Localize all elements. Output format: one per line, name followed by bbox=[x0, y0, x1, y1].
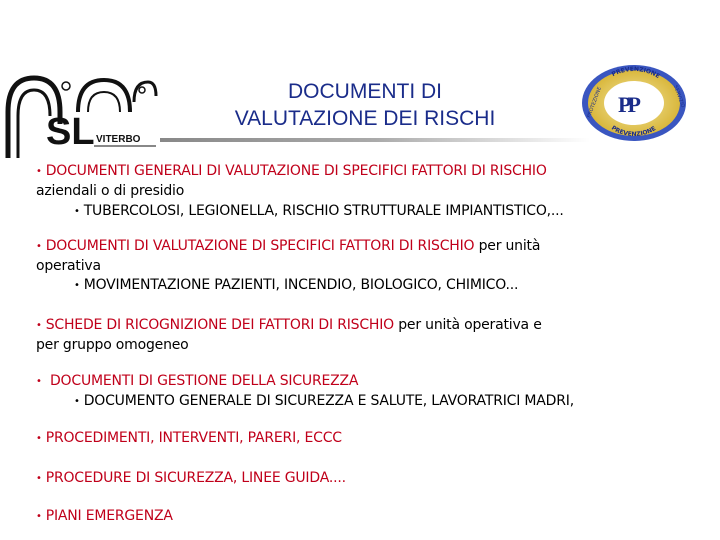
item-continuation: aziendali o di presidio bbox=[36, 183, 185, 199]
bullet-icon: • bbox=[36, 511, 42, 522]
item-heading: DOCUMENTI DI VALUTAZIONE DI SPECIFICI FATTORI DI RISCHIO bbox=[45, 238, 475, 254]
logo-right-letters: PP bbox=[618, 92, 637, 117]
list-item bbox=[36, 372, 706, 392]
item-heading: PIANI EMERGENZA bbox=[45, 508, 173, 524]
bullet-icon: • bbox=[36, 241, 42, 252]
sub-item-text: DOCUMENTO GENERALE DI SICUREZZA E SALUTE, LAVORATRICI MADRI, bbox=[83, 393, 574, 409]
bullet-icon: • bbox=[36, 320, 42, 331]
item-heading: PROCEDURE DI SICUREZZA, LINEE GUIDA.... bbox=[45, 470, 346, 486]
logo-ring-text-left: PROTEZIONE bbox=[586, 86, 603, 119]
item-heading: DOCUMENTI DI GESTIONE DELLA SICUREZZA bbox=[49, 373, 359, 389]
spp-logo bbox=[578, 62, 690, 144]
item-heading-suffix: per unità bbox=[474, 238, 541, 254]
list-item bbox=[36, 316, 706, 355]
asl-viterbo-logo bbox=[4, 72, 162, 160]
bullet-icon: • bbox=[74, 206, 80, 217]
list-item bbox=[36, 237, 706, 276]
item-continuation: per gruppo omogeneo bbox=[36, 337, 189, 353]
bullet-icon: • bbox=[36, 473, 42, 484]
bullet-icon: • bbox=[36, 433, 42, 444]
bullet-icon: • bbox=[36, 376, 42, 387]
logo-ring-text-bottom: PREVENZIONE bbox=[610, 124, 658, 138]
item-heading: DOCUMENTI GENERALI DI VALUTAZIONE DI SPECIFICI FATTORI DI RISCHIO bbox=[45, 163, 547, 179]
list-item bbox=[36, 469, 706, 489]
logo-ring-text-right: SERVIZIO bbox=[672, 84, 686, 109]
sub-item-text: MOVIMENTAZIONE PAZIENTI, INCENDIO, BIOLOGICO, CHIMICO... bbox=[83, 277, 519, 293]
sub-item bbox=[74, 276, 714, 296]
bullet-icon: • bbox=[36, 166, 42, 177]
item-continuation: operativa bbox=[36, 258, 101, 274]
item-heading: PROCEDIMENTI, INTERVENTI, PARERI, ECCC bbox=[45, 430, 342, 446]
title-divider bbox=[160, 138, 590, 142]
item-heading: SCHEDE DI RICOGNIZIONE DEI FATTORI DI RISCHIO bbox=[45, 317, 394, 333]
sub-item bbox=[74, 392, 714, 412]
title-line-2: VALUTAZIONE DEI RISCHI bbox=[234, 107, 496, 130]
logo-ring-text-top: PREVENZIONE bbox=[610, 65, 662, 81]
sub-item-text: TUBERCOLOSI, LEGIONELLA, RISCHIO STRUTTURALE IMPIANTISTICO,... bbox=[83, 203, 564, 219]
page-title bbox=[190, 78, 540, 132]
logo-left-place: VITERBO bbox=[96, 134, 141, 145]
logo-left-letters: SL bbox=[46, 111, 95, 153]
sub-item bbox=[74, 202, 714, 222]
list-item bbox=[36, 162, 706, 201]
list-item bbox=[36, 429, 706, 449]
bullet-icon: • bbox=[74, 280, 80, 291]
item-heading-suffix: per unità operativa e bbox=[393, 317, 542, 333]
list-item bbox=[36, 507, 706, 527]
bullet-icon: • bbox=[74, 396, 80, 407]
title-line-1: DOCUMENTI DI bbox=[288, 80, 442, 103]
